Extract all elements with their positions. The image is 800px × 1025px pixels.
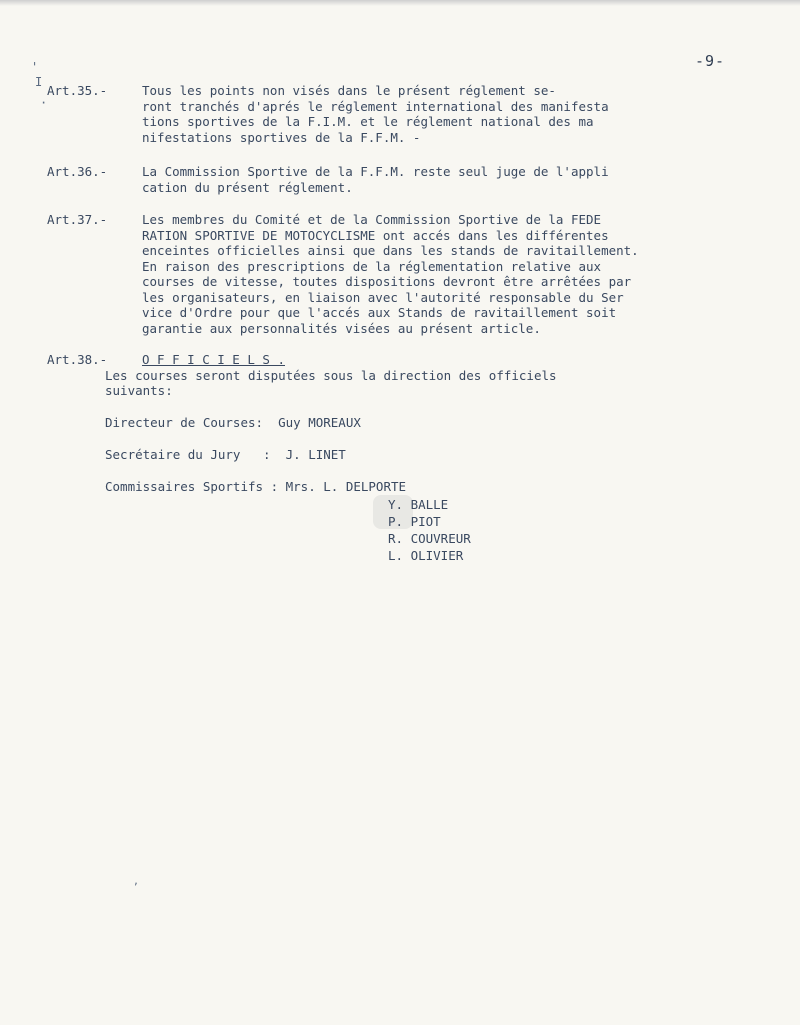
commissioner-name: Y. BALLE — [388, 497, 449, 512]
article-line: ront tranchés d'aprés le réglement international des manifesta — [142, 98, 609, 114]
article-number: Art.36.- — [47, 164, 108, 179]
article-line: En raison des prescriptions de la réglementation relative aux — [142, 258, 602, 274]
margin-mark: ' — [31, 60, 39, 74]
margin-mark: · — [40, 96, 48, 110]
page-number: -9- — [695, 52, 726, 70]
article-number: Art.35.- — [47, 83, 108, 98]
margin-mark: I — [35, 75, 43, 89]
article-line: Tous les points non visés dans le présent réglement se- — [142, 83, 556, 98]
article-line: enceintes officielles ainsi que dans les stands de ravitaillement. — [142, 243, 639, 258]
article-36 — [47, 164, 747, 195]
article-line: RATION SPORTIVE DE MOTOCYCLISME ont accés dans les différentes — [142, 227, 609, 243]
article-line: Les courses seront disputées sous la direction des officiels — [105, 367, 557, 383]
commissioners-label: Commissaires Sportifs : Mrs. L. DELPORTE — [105, 479, 407, 494]
article-line: Les membres du Comité et de la Commission Sportive de la FEDE — [142, 212, 602, 227]
section-heading: O F F I C I E L S . — [142, 352, 285, 367]
article-line: La Commission Sportive de la F.F.M. reste seul juge de l'appli — [142, 164, 609, 179]
commissioner-name: P. PIOT — [388, 514, 441, 529]
article-line: suivants: — [105, 383, 173, 398]
article-number: Art.37.- — [47, 212, 108, 227]
page-top-edge — [0, 0, 800, 6]
article-line: courses de vitesse, toutes dispositions devront être arrêtées par — [142, 274, 632, 289]
article-number: Art.38.- — [47, 352, 108, 367]
article-line: vice d'Ordre pour que l'accés aux Stands de ravitaillement soit — [142, 305, 617, 320]
commissioner-name: L. OLIVIER — [388, 548, 464, 563]
course-director: Directeur de Courses: Guy MOREAUX — [105, 415, 361, 430]
article-line: les organisateurs, en liaison avec l'autorité responsable du Ser — [142, 289, 624, 305]
article-line: cation du présent réglement. — [142, 179, 353, 195]
paper-speck: , — [133, 876, 140, 887]
article-35 — [47, 83, 747, 145]
jury-secretary: Secrétaire du Jury : J. LINET — [105, 447, 346, 462]
article-line: nifestations sportives de la F.F.M. - — [142, 129, 421, 145]
article-line: tions sportives de la F.I.M. et le réglement national des ma — [142, 114, 594, 129]
article-38 — [47, 352, 747, 399]
article-37 — [47, 212, 747, 336]
article-line: garantie aux personnalités visées au présent article. — [142, 320, 541, 336]
commissioner-name: R. COUVREUR — [388, 531, 471, 546]
